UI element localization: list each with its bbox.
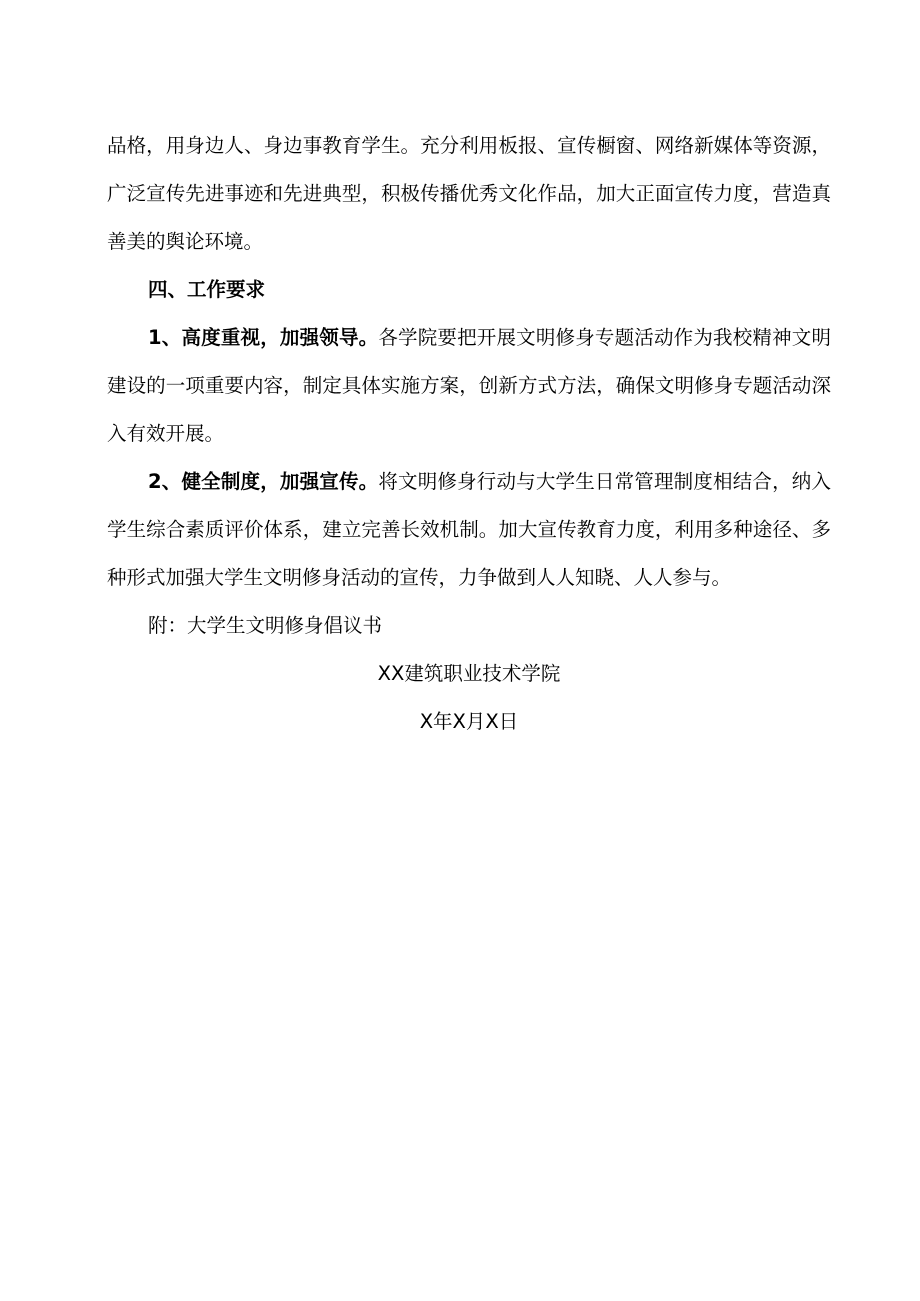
paragraph-continuation <box>107 122 831 266</box>
document-page <box>107 122 831 746</box>
attachment-text: 附：大学生文明修身倡议书 <box>148 614 383 637</box>
paragraph-text: 品格，用身边人、身边事教育学生。充分利用板报、宣传橱窗、网络新媒体等资源，广泛宣传先进事迹和先进典型，积极传播优秀文化作品，加大正面宣传力度，营造真善美的舆论环境。 <box>107 134 831 253</box>
requirement-paragraph-1 <box>107 314 831 458</box>
requirement-text-2: 将文明修身行动与大学生日常管理制度相结合，纳入学生综合素质评价体系，建立完善长效机制。加大宣传教育力度，利用多种途径、多种形式加强大学生文明修身活动的宣传，力争做到人人知晓、人人参与。 <box>107 470 831 589</box>
attachment-line <box>107 602 831 650</box>
requirement-lead-2: 2、健全制度，加强宣传。 <box>148 470 379 493</box>
section-heading-text: 四、工作要求 <box>148 278 266 301</box>
section-heading <box>107 266 831 314</box>
signature-date: X年X月X日 <box>419 710 519 733</box>
signature-organization: XX建筑职业技术学院 <box>377 662 561 685</box>
requirement-text-1: 各学院要把开展文明修身专题活动作为我校精神文明建设的一项重要内容，制定具体实施方案，创新方式方法，确保文明修身专题活动深入有效开展。 <box>107 326 831 445</box>
requirement-paragraph-2 <box>107 458 831 602</box>
requirement-lead-1: 1、高度重视，加强领导。 <box>148 326 379 349</box>
